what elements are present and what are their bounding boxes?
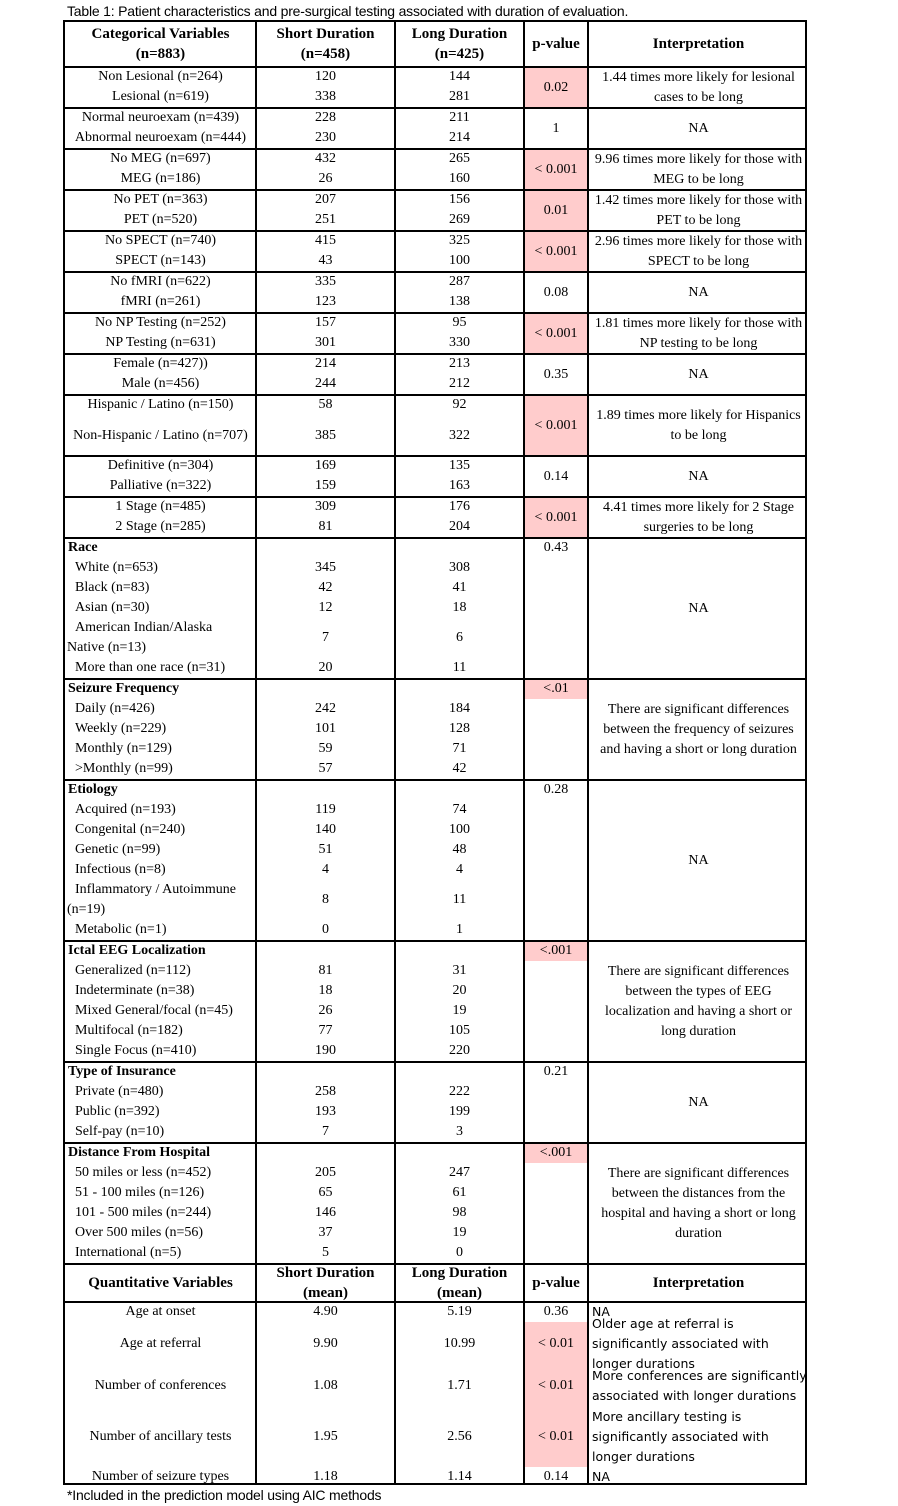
- long-duration-value: 0: [456, 1245, 463, 1260]
- short-duration-value: 385: [315, 428, 336, 443]
- long-duration-value: 19: [452, 1003, 467, 1018]
- row-label: Private (n=480): [75, 1084, 164, 1099]
- long-duration-value: 92: [452, 397, 467, 412]
- short-duration-value: 42: [318, 580, 333, 595]
- row-label: No NP Testing (n=252): [95, 315, 226, 330]
- row-label: Daily (n=426): [75, 701, 155, 716]
- short-duration-value: 77: [318, 1023, 333, 1038]
- header-interpretation: [588, 1264, 809, 1302]
- row-label: >Monthly (n=99): [75, 761, 173, 776]
- long-duration-value: 41: [452, 580, 467, 595]
- short-duration-mean: 9.90: [313, 1336, 338, 1351]
- row-label: Hispanic / Latino (n=150): [87, 397, 234, 412]
- long-duration-value: 322: [449, 428, 470, 443]
- header-long-duration-mean: [395, 1264, 524, 1302]
- long-duration-value: 213: [449, 356, 470, 371]
- long-duration-mean: 10.99: [443, 1336, 476, 1351]
- short-duration-value: 415: [315, 233, 336, 248]
- row-label: No MEG (n=697): [110, 151, 211, 166]
- header-categorical-variables-line: (n=883): [135, 46, 186, 62]
- row-label: Indeterminate (n=38): [75, 983, 195, 998]
- p-value: 0.08: [543, 284, 569, 300]
- short-duration-value: 120: [315, 69, 336, 84]
- row-label: More than one race (n=31): [75, 660, 226, 675]
- header-categorical-variables: [65, 22, 256, 66]
- long-duration-value: 1: [456, 922, 463, 937]
- p-value: < 0.01: [538, 1378, 574, 1393]
- header-short-duration-mean-line: (mean): [303, 1285, 348, 1301]
- interpretation-text: NA: [688, 600, 709, 616]
- short-duration-value: 159: [315, 478, 336, 493]
- interpretation-text: 1.89 times more likely for Hispanics to be long: [596, 407, 801, 443]
- long-duration-value: 265: [449, 151, 470, 166]
- interpretation-text: NA: [592, 1469, 610, 1484]
- long-duration-mean: 5.19: [447, 1304, 472, 1319]
- long-duration-value: 308: [449, 560, 470, 575]
- header-interpretation: [588, 22, 809, 66]
- header-p-value-line: p-value: [532, 1275, 580, 1291]
- short-duration-value: 335: [315, 274, 336, 289]
- p-value: < 0.001: [534, 417, 578, 433]
- row-label: White (n=653): [75, 560, 158, 575]
- long-duration-value: 48: [452, 842, 467, 857]
- p-value: 0.01: [543, 202, 569, 218]
- short-duration-value: 309: [315, 499, 336, 514]
- p-value: 0.35: [543, 366, 569, 382]
- row-label: (n=19): [67, 902, 106, 917]
- header-p-value-line: p-value: [532, 36, 580, 52]
- quantitative-label: Age at onset: [125, 1304, 196, 1319]
- long-duration-value: 71: [452, 741, 467, 756]
- row-label: Generalized (n=112): [75, 963, 191, 978]
- group-title: Etiology: [68, 782, 118, 797]
- interpretation-text: 1.42 times more likely for those with PET to be long: [594, 192, 803, 228]
- header-short-duration-mean-line: Short Duration: [276, 1265, 375, 1281]
- header-p-value: [524, 1264, 588, 1302]
- long-duration-value: 3: [456, 1124, 463, 1139]
- row-label: Lesional (n=619): [112, 89, 209, 104]
- row-label: Self-pay (n=10): [75, 1124, 165, 1139]
- group-title: Ictal EEG Localization: [68, 943, 206, 958]
- header-p-value: [524, 22, 588, 66]
- long-duration-value: 20: [452, 983, 467, 998]
- short-duration-value: 190: [315, 1043, 336, 1058]
- long-duration-value: 163: [449, 478, 470, 493]
- interpretation-text: NA: [688, 366, 709, 382]
- long-duration-value: 31: [452, 963, 467, 978]
- quantitative-label: Age at referral: [119, 1336, 202, 1351]
- long-duration-value: 247: [449, 1165, 470, 1180]
- row-divider: [65, 1061, 805, 1063]
- interpretation-text: NA: [592, 1304, 610, 1319]
- long-duration-value: 220: [449, 1043, 470, 1058]
- short-duration-mean: 1.08: [313, 1378, 338, 1393]
- long-duration-value: 269: [449, 212, 470, 227]
- short-duration-value: 244: [315, 376, 336, 391]
- row-divider: [65, 779, 805, 781]
- interpretation-text: NA: [688, 468, 709, 484]
- header-interpretation-line: Interpretation: [652, 36, 745, 52]
- row-label: Definitive (n=304): [107, 458, 214, 473]
- p-value: 0.14: [543, 1469, 569, 1484]
- short-duration-value: 7: [322, 630, 329, 645]
- row-label: Infectious (n=8): [75, 862, 166, 877]
- long-duration-value: 135: [449, 458, 470, 473]
- short-duration-mean: 4.90: [313, 1304, 338, 1319]
- row-label: 51 - 100 miles (n=126): [75, 1185, 205, 1200]
- row-label: 1 Stage (n=485): [115, 499, 206, 514]
- interpretation-text: There are significant differences between the distances from the hospital and having a short or long duration: [601, 1165, 796, 1241]
- short-duration-value: 338: [315, 89, 336, 104]
- long-duration-value: 176: [449, 499, 470, 514]
- interpretation-text: 2.96 times more likely for those with SPECT to be long: [594, 233, 803, 269]
- interpretation-text: Older age at referral is significantly associated with longer durations: [592, 1316, 769, 1371]
- short-duration-value: 37: [318, 1225, 333, 1240]
- short-duration-value: 193: [315, 1104, 336, 1119]
- short-duration-value: 7: [322, 1124, 329, 1139]
- row-label: 50 miles or less (n=452): [75, 1165, 212, 1180]
- short-duration-value: 214: [315, 356, 336, 371]
- long-duration-value: 222: [449, 1084, 470, 1099]
- interpretation-text: 4.41 times more likely for 2 Stage surgeries to be long: [603, 499, 794, 535]
- group-title: Seizure Frequency: [68, 681, 180, 696]
- long-duration-value: 95: [452, 315, 467, 330]
- row-label: SPECT (n=143): [115, 253, 206, 268]
- header-long-duration: [395, 22, 524, 66]
- short-duration-value: 169: [315, 458, 336, 473]
- long-duration-value: 11: [452, 660, 467, 675]
- long-duration-value: 19: [452, 1225, 467, 1240]
- row-label: Single Focus (n=410): [75, 1043, 197, 1058]
- long-duration-mean: 1.71: [447, 1378, 472, 1393]
- table-footnote: *Included in the prediction model using AIC methods: [67, 1487, 382, 1503]
- p-value: <.001: [539, 943, 573, 958]
- long-duration-value: 6: [456, 630, 463, 645]
- interpretation-text: 9.96 times more likely for those with MEG to be long: [594, 151, 803, 187]
- p-value: 0.14: [543, 468, 569, 484]
- header-short-duration: [256, 22, 395, 66]
- p-value: 0.02: [543, 79, 569, 95]
- short-duration-value: 43: [318, 253, 333, 268]
- row-label: Weekly (n=229): [75, 721, 167, 736]
- long-duration-value: 330: [449, 335, 470, 350]
- row-label: Abnormal neuroexam (n=444): [74, 130, 247, 145]
- short-duration-value: 157: [315, 315, 336, 330]
- short-duration-value: 26: [318, 1003, 333, 1018]
- short-duration-value: 81: [318, 519, 333, 534]
- patient-characteristics-table: [63, 20, 807, 1485]
- long-duration-value: 204: [449, 519, 470, 534]
- quantitative-label: Number of conferences: [94, 1378, 227, 1393]
- short-duration-value: 123: [315, 294, 336, 309]
- long-duration-value: 214: [449, 130, 470, 145]
- row-label: No PET (n=363): [113, 192, 208, 207]
- row-label: Over 500 miles (n=56): [75, 1225, 204, 1240]
- short-duration-value: 81: [318, 963, 333, 978]
- short-duration-value: 59: [318, 741, 333, 756]
- long-duration-value: 100: [449, 253, 470, 268]
- header-long-duration-line: (n=425): [434, 46, 485, 62]
- row-label: Non-Hispanic / Latino (n=707): [73, 428, 248, 443]
- row-label: Asian (n=30): [75, 600, 150, 615]
- p-value: 0.21: [543, 1064, 569, 1079]
- long-duration-value: 156: [449, 192, 470, 207]
- interpretation-text: There are significant differences between the frequency of seizures and having a short or long duration: [600, 701, 797, 757]
- long-duration-value: 128: [449, 721, 470, 736]
- short-duration-mean: 1.95: [313, 1428, 338, 1444]
- short-duration-value: 228: [315, 110, 336, 125]
- long-duration-value: 42: [452, 761, 467, 776]
- row-label: Genetic (n=99): [75, 842, 161, 857]
- p-value: < 0.001: [534, 161, 578, 177]
- header-long-duration-mean-line: Long Duration: [411, 1265, 508, 1281]
- p-value: < 0.001: [534, 509, 578, 525]
- short-duration-value: 12: [318, 600, 333, 615]
- short-duration-value: 57: [318, 761, 333, 776]
- row-label: Public (n=392): [75, 1104, 160, 1119]
- long-duration-value: 184: [449, 701, 470, 716]
- short-duration-value: 230: [315, 130, 336, 145]
- interpretation-text: 1.81 times more likely for those with NP testing to be long: [594, 315, 803, 351]
- short-duration-value: 18: [318, 983, 333, 998]
- long-duration-value: 98: [452, 1205, 467, 1220]
- interpretation-text: More conferences are significantly associated with longer durations: [592, 1368, 807, 1403]
- long-duration-value: 144: [449, 69, 470, 84]
- group-title: Type of Insurance: [68, 1064, 176, 1079]
- row-label: Mixed General/focal (n=45): [75, 1003, 233, 1018]
- row-label: Normal neuroexam (n=439): [81, 110, 240, 125]
- row-label: No SPECT (n=740): [104, 233, 217, 248]
- short-duration-value: 5: [322, 1245, 329, 1260]
- interpretation-text: 1.44 times more likely for lesional cases to be long: [602, 69, 795, 105]
- row-label: Palliative (n=322): [109, 478, 212, 493]
- long-duration-value: 11: [452, 892, 467, 907]
- p-value: 0.36: [543, 1304, 569, 1319]
- group-title: Race: [68, 540, 98, 555]
- long-duration-value: 160: [449, 171, 470, 186]
- short-duration-value: 432: [315, 151, 336, 166]
- long-duration-value: 105: [449, 1023, 470, 1038]
- long-duration-value: 61: [452, 1185, 467, 1200]
- long-duration-value: 211: [449, 110, 470, 125]
- header-short-duration-line: (n=458): [300, 46, 351, 62]
- interpretation-text: NA: [688, 1094, 709, 1110]
- header-categorical-variables-line: Categorical Variables: [91, 26, 230, 42]
- row-label: Metabolic (n=1): [75, 922, 167, 937]
- short-duration-value: 146: [315, 1205, 336, 1220]
- short-duration-value: 205: [315, 1165, 336, 1180]
- row-label: 2 Stage (n=285): [115, 519, 206, 534]
- interpretation-text: NA: [688, 120, 709, 136]
- header-quantitative-variables-line: Quantitative Variables: [88, 1275, 233, 1291]
- long-duration-value: 281: [449, 89, 470, 104]
- table-caption: Table 1: Patient characteristics and pre-surgical testing associated with duration of evaluation.: [67, 3, 629, 19]
- short-duration-value: 119: [315, 802, 336, 817]
- p-value: < 0.001: [534, 325, 578, 341]
- quantitative-label: Number of ancillary tests: [89, 1428, 232, 1444]
- short-duration-value: 0: [322, 922, 329, 937]
- row-label: Male (n=456): [121, 376, 200, 391]
- row-label: Black (n=83): [75, 580, 150, 595]
- short-duration-mean: 1.18: [313, 1469, 338, 1484]
- header-long-duration-mean-line: (mean): [437, 1285, 482, 1301]
- row-label: Native (n=13): [67, 640, 147, 655]
- interpretation-text: There are significant differences between the types of EEG localization and having a short or long duration: [605, 963, 792, 1039]
- long-duration-value: 18: [452, 600, 467, 615]
- row-label: Female (n=427)): [113, 356, 208, 371]
- long-duration-value: 74: [452, 802, 467, 817]
- long-duration-value: 138: [449, 294, 470, 309]
- short-duration-value: 251: [315, 212, 336, 227]
- header-interpretation-line: Interpretation: [652, 1275, 745, 1291]
- row-label: Non Lesional (n=264): [98, 69, 223, 84]
- header-long-duration-line: Long Duration: [411, 26, 508, 42]
- header-short-duration-mean: [256, 1264, 395, 1302]
- short-duration-value: 345: [315, 560, 336, 575]
- long-duration-mean: 2.56: [447, 1428, 472, 1444]
- group-title: Distance From Hospital: [68, 1145, 211, 1160]
- row-label: 101 - 500 miles (n=244): [75, 1205, 212, 1220]
- long-duration-mean: 1.14: [447, 1469, 472, 1484]
- short-duration-value: 58: [318, 397, 333, 412]
- row-label: NP Testing (n=631): [105, 335, 216, 350]
- p-value: <.01: [543, 681, 569, 696]
- short-duration-value: 51: [318, 842, 333, 857]
- header-short-duration-line: Short Duration: [276, 26, 375, 42]
- p-value: <.001: [539, 1145, 573, 1160]
- interpretation-text: NA: [688, 852, 709, 868]
- row-label: Multifocal (n=182): [75, 1023, 183, 1038]
- short-duration-value: 101: [315, 721, 336, 736]
- row-label: MEG (n=186): [120, 171, 201, 186]
- p-value: 1: [552, 120, 560, 136]
- p-value: 0.43: [543, 540, 569, 555]
- long-duration-value: 100: [449, 822, 470, 837]
- long-duration-value: 212: [449, 376, 470, 391]
- row-label: No fMRI (n=622): [110, 274, 211, 289]
- long-duration-value: 287: [449, 274, 470, 289]
- short-duration-value: 242: [315, 701, 336, 716]
- short-duration-value: 207: [315, 192, 336, 207]
- row-label: fMRI (n=261): [120, 294, 201, 309]
- p-value: < 0.01: [538, 1336, 574, 1351]
- p-value: < 0.001: [534, 243, 578, 259]
- long-duration-value: 4: [456, 862, 463, 877]
- interpretation-text: NA: [688, 284, 709, 300]
- p-value: 0.28: [543, 782, 569, 797]
- interpretation-text: More ancillary testing is significantly associated with longer durations: [592, 1408, 769, 1464]
- row-divider: [65, 537, 805, 539]
- short-duration-value: 26: [318, 171, 333, 186]
- row-label: Congenital (n=240): [75, 822, 186, 837]
- row-label: Acquired (n=193): [75, 802, 176, 817]
- long-duration-value: 325: [449, 233, 470, 248]
- long-duration-value: 199: [449, 1104, 470, 1119]
- row-label: American Indian/Alaska: [75, 620, 213, 635]
- row-label: Inflammatory / Autoimmune: [75, 882, 236, 897]
- short-duration-value: 301: [315, 335, 336, 350]
- row-label: PET (n=520): [123, 212, 198, 227]
- header-quantitative-variables: [65, 1264, 256, 1302]
- short-duration-value: 258: [315, 1084, 336, 1099]
- row-label: Monthly (n=129): [75, 741, 172, 756]
- row-label: International (n=5): [75, 1245, 182, 1260]
- quantitative-label: Number of seizure types: [91, 1469, 230, 1484]
- short-duration-value: 140: [315, 822, 336, 837]
- short-duration-value: 20: [318, 660, 333, 675]
- short-duration-value: 4: [322, 862, 329, 877]
- short-duration-value: 65: [318, 1185, 333, 1200]
- short-duration-value: 8: [322, 892, 329, 907]
- p-value: < 0.01: [538, 1428, 574, 1444]
